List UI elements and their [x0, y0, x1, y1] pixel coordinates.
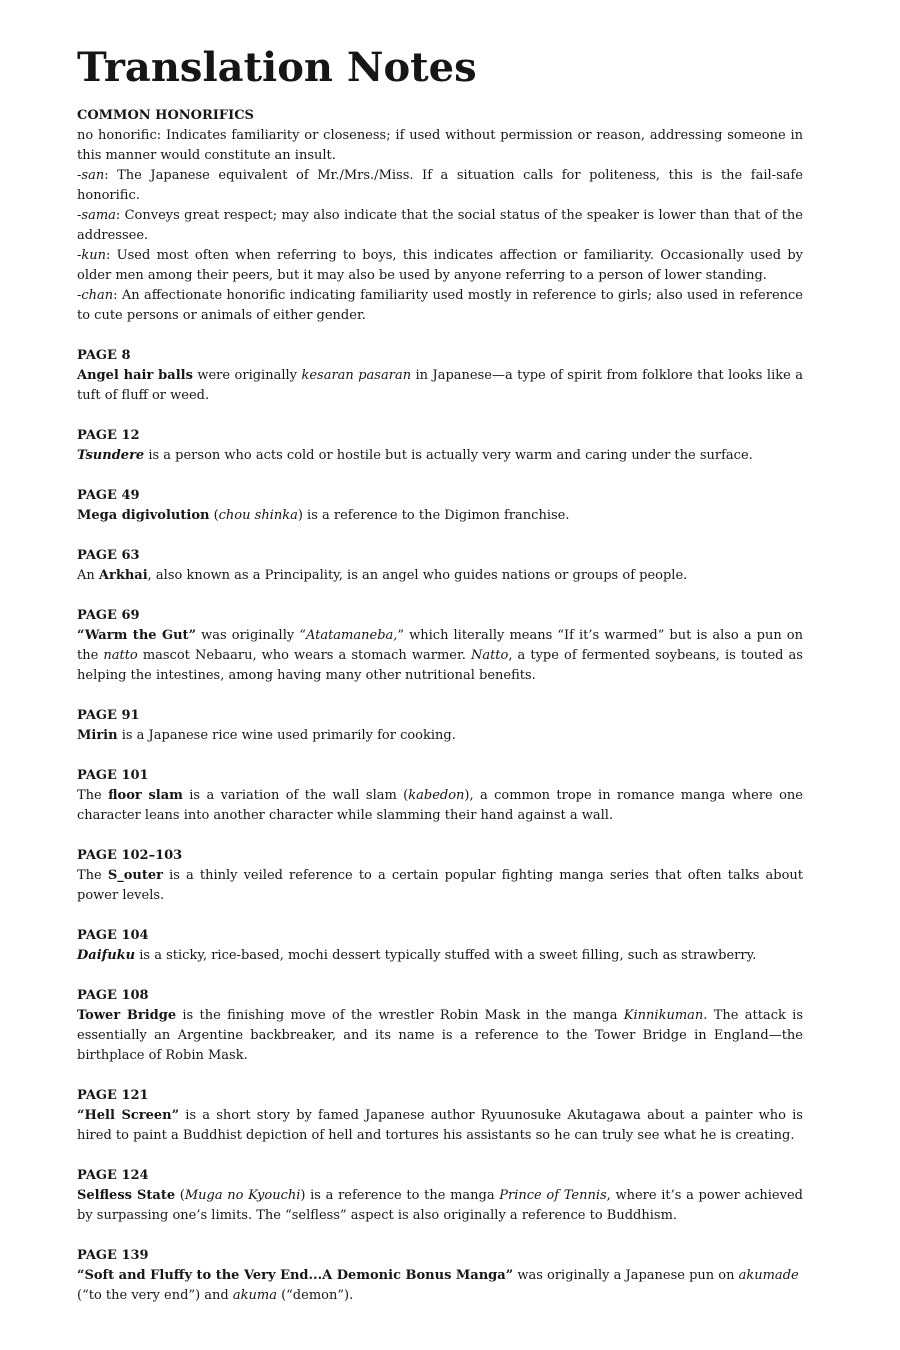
page-note-heading: PAGE 12	[77, 428, 140, 443]
note-text-run: The	[77, 868, 108, 883]
notes-list	[77, 346, 803, 1306]
page-note	[77, 846, 803, 906]
page-note-text	[77, 366, 803, 406]
page-note	[77, 766, 803, 826]
note-text-run: is the finishing move of the wrestler Robin Mask in the manga	[176, 1008, 624, 1023]
emphasized-term: Mega digivolution	[77, 508, 210, 523]
honorific-description: : Indicates familiarity or closeness; if used without permission or reason, addressing someone in this manner would constitute an insult.	[77, 128, 803, 163]
page-note	[77, 926, 803, 966]
page-note-heading: PAGE 101	[77, 768, 149, 783]
note-text-run: (“demon”).	[276, 1288, 354, 1303]
emphasized-term: Angel hair balls	[77, 368, 193, 383]
page-note-heading: PAGE 8	[77, 348, 131, 363]
emphasized-term: floor slam	[108, 788, 183, 803]
page-note-heading: PAGE 108	[77, 988, 149, 1003]
page-note	[77, 486, 803, 526]
honorific-description: : Conveys great respect; may also indicate that the social status of the speaker is lower than that of the addressee.	[77, 208, 803, 243]
page-note	[77, 1086, 803, 1146]
page-note-text	[77, 786, 803, 826]
emphasized-term: kabedon	[408, 788, 465, 803]
honorific-term: -chan	[77, 288, 114, 303]
honorific-term: no honorific	[77, 128, 157, 143]
page-note-text	[77, 506, 803, 526]
page-note-text	[77, 566, 803, 586]
page-note-text	[77, 1106, 803, 1146]
emphasized-term: Natto	[470, 648, 509, 663]
page-note-text	[77, 626, 803, 686]
page-note-heading: PAGE 69	[77, 608, 140, 623]
emphasized-term: Tsundere	[77, 448, 145, 463]
page-note	[77, 986, 803, 1066]
honorific-description: : An affectionate honorific indicating familiarity used mostly in reference to girls; also used in reference to cute persons or animals of either gender.	[77, 288, 803, 323]
note-text-run: is a sticky, rice-based, mochi dessert typically stuffed with a sweet filling, such as strawberry.	[135, 948, 757, 963]
page-note-text	[77, 1186, 803, 1226]
emphasized-term: “Hell Screen”	[77, 1108, 180, 1123]
page-note-text	[77, 1266, 803, 1306]
honorific-description: : Used most often when referring to boys, this indicates affection or familiarity. Occasionally used by older men among their peers, but it may also be used by anyone referring to a person of lower standing.	[77, 248, 803, 283]
page-note-text	[77, 946, 803, 966]
page-note	[77, 706, 803, 746]
page-note-text	[77, 866, 803, 906]
page-note-text	[77, 446, 803, 466]
honorific-entry	[77, 126, 803, 166]
honorific-term: -kun	[77, 248, 107, 263]
note-text-run: is a variation of the wall slam (	[182, 788, 409, 803]
note-text-run: ) is a reference to the Digimon franchise.	[297, 508, 570, 523]
note-text-run: is a person who acts cold or hostile but is actually very warm and caring under the surface.	[144, 448, 753, 463]
honorific-entry	[77, 206, 803, 246]
honorific-description: : The Japanese equivalent of Mr./Mrs./Miss. If a situation calls for politeness, this is the fail-safe honorific.	[77, 168, 803, 203]
emphasized-term: akumade	[738, 1268, 799, 1283]
emphasized-term: “Soft and Fluffy to the Very End...A Demonic Bonus Manga”	[77, 1268, 514, 1283]
note-text-run: . The attack is essentially an Argentine backbreaker, and its name is a reference to the Tower Bridge in England—the birthplace of Robin Mask.	[77, 1008, 803, 1063]
honorific-term: -sama	[77, 208, 116, 223]
page-note	[77, 426, 803, 466]
page-note-text	[77, 1006, 803, 1066]
note-text-run: , where it’s a power achieved by surpassing one’s limits. The “selfless” aspect is also originally a reference to Buddhism.	[77, 1188, 803, 1223]
note-text-run: (	[175, 1188, 185, 1203]
note-text-run: was originally a Japanese pun on	[513, 1268, 739, 1283]
emphasized-term: Tower Bridge	[77, 1008, 177, 1023]
note-text-run: is a thinly veiled reference to a certain popular fighting manga series that often talks about power levels.	[77, 868, 804, 903]
page-note-heading: PAGE 104	[77, 928, 149, 943]
emphasized-term: kesaran pasaran	[301, 368, 412, 383]
page-note	[77, 546, 803, 586]
emphasized-term: S_outer	[107, 868, 163, 883]
note-text-run: ), a common trope in romance manga where one character leans into another character while slamming their hand against a wall.	[77, 788, 803, 823]
note-text-run: ” which literally means “If it’s warmed” but is also a pun on the	[77, 628, 803, 663]
emphasized-term: natto	[103, 648, 138, 663]
note-text-run: (“to the very end”) and	[77, 1288, 233, 1303]
emphasized-term: chou shinka	[218, 508, 298, 523]
emphasized-term: Muga no Kyouchi	[184, 1188, 301, 1203]
page-note	[77, 606, 803, 686]
page-note-heading: PAGE 63	[77, 548, 140, 563]
honorific-entry	[77, 246, 803, 286]
page-note-heading: PAGE 91	[77, 708, 140, 723]
note-text-run: An	[77, 568, 99, 583]
note-text-run: , also known as a Principality, is an angel who guides nations or groups of people.	[147, 568, 688, 583]
page-note	[77, 1246, 803, 1306]
honorifics-section	[77, 106, 803, 326]
emphasized-term: “Warm the Gut”	[77, 628, 197, 643]
note-text-run: mascot Nebaaru, who wears a stomach warmer.	[137, 648, 471, 663]
page-note-heading: PAGE 121	[77, 1088, 149, 1103]
note-text-run: in Japanese—a type of spirit from folklore that looks like a tuft of fluff or weed.	[77, 368, 804, 403]
note-text-run: The	[77, 788, 109, 803]
honorific-entry	[77, 166, 803, 206]
notes-body	[77, 106, 803, 1326]
note-text-run: (	[209, 508, 219, 523]
page-note-heading: PAGE 102–103	[77, 848, 183, 863]
honorifics-heading: COMMON HONORIFICS	[77, 108, 254, 123]
emphasized-term: akuma	[232, 1288, 277, 1303]
honorific-term: -san	[77, 168, 105, 183]
note-text-run: was originally “	[196, 628, 306, 643]
emphasized-term: Atatamaneba,	[305, 628, 398, 643]
emphasized-term: Mirin	[77, 728, 118, 743]
emphasized-term: Arkhai	[98, 568, 148, 583]
note-text-run: , a type of fermented soybeans, is touted as helping the intestines, among having many other nutritional benefits.	[77, 648, 803, 683]
page-note-heading: PAGE 139	[77, 1248, 149, 1263]
honorific-entry	[77, 286, 803, 326]
page-note-heading: PAGE 124	[77, 1168, 149, 1183]
note-text-run: were originally	[192, 368, 302, 383]
emphasized-term: Selfless State	[77, 1188, 176, 1203]
page-note	[77, 1166, 803, 1226]
emphasized-term: Prince of Tennis	[499, 1188, 607, 1203]
note-text-run: is a Japanese rice wine used primarily for cooking.	[117, 728, 456, 743]
page-note-text	[77, 726, 803, 746]
page-note	[77, 346, 803, 406]
page-note-heading: PAGE 49	[77, 488, 140, 503]
emphasized-term: Daifuku	[77, 948, 136, 963]
note-text-run: ) is a reference to the manga	[300, 1188, 500, 1203]
emphasized-term: Kinnikuman	[623, 1008, 704, 1023]
honorifics-list	[77, 126, 803, 326]
note-text-run: is a short story by famed Japanese author Ryuunosuke Akutagawa about a painter who is hired to paint a Buddhist depiction of hell and tortures his assistants so he can truly see what he is creating.	[77, 1108, 803, 1143]
page-title: Translation Notes	[77, 44, 477, 91]
